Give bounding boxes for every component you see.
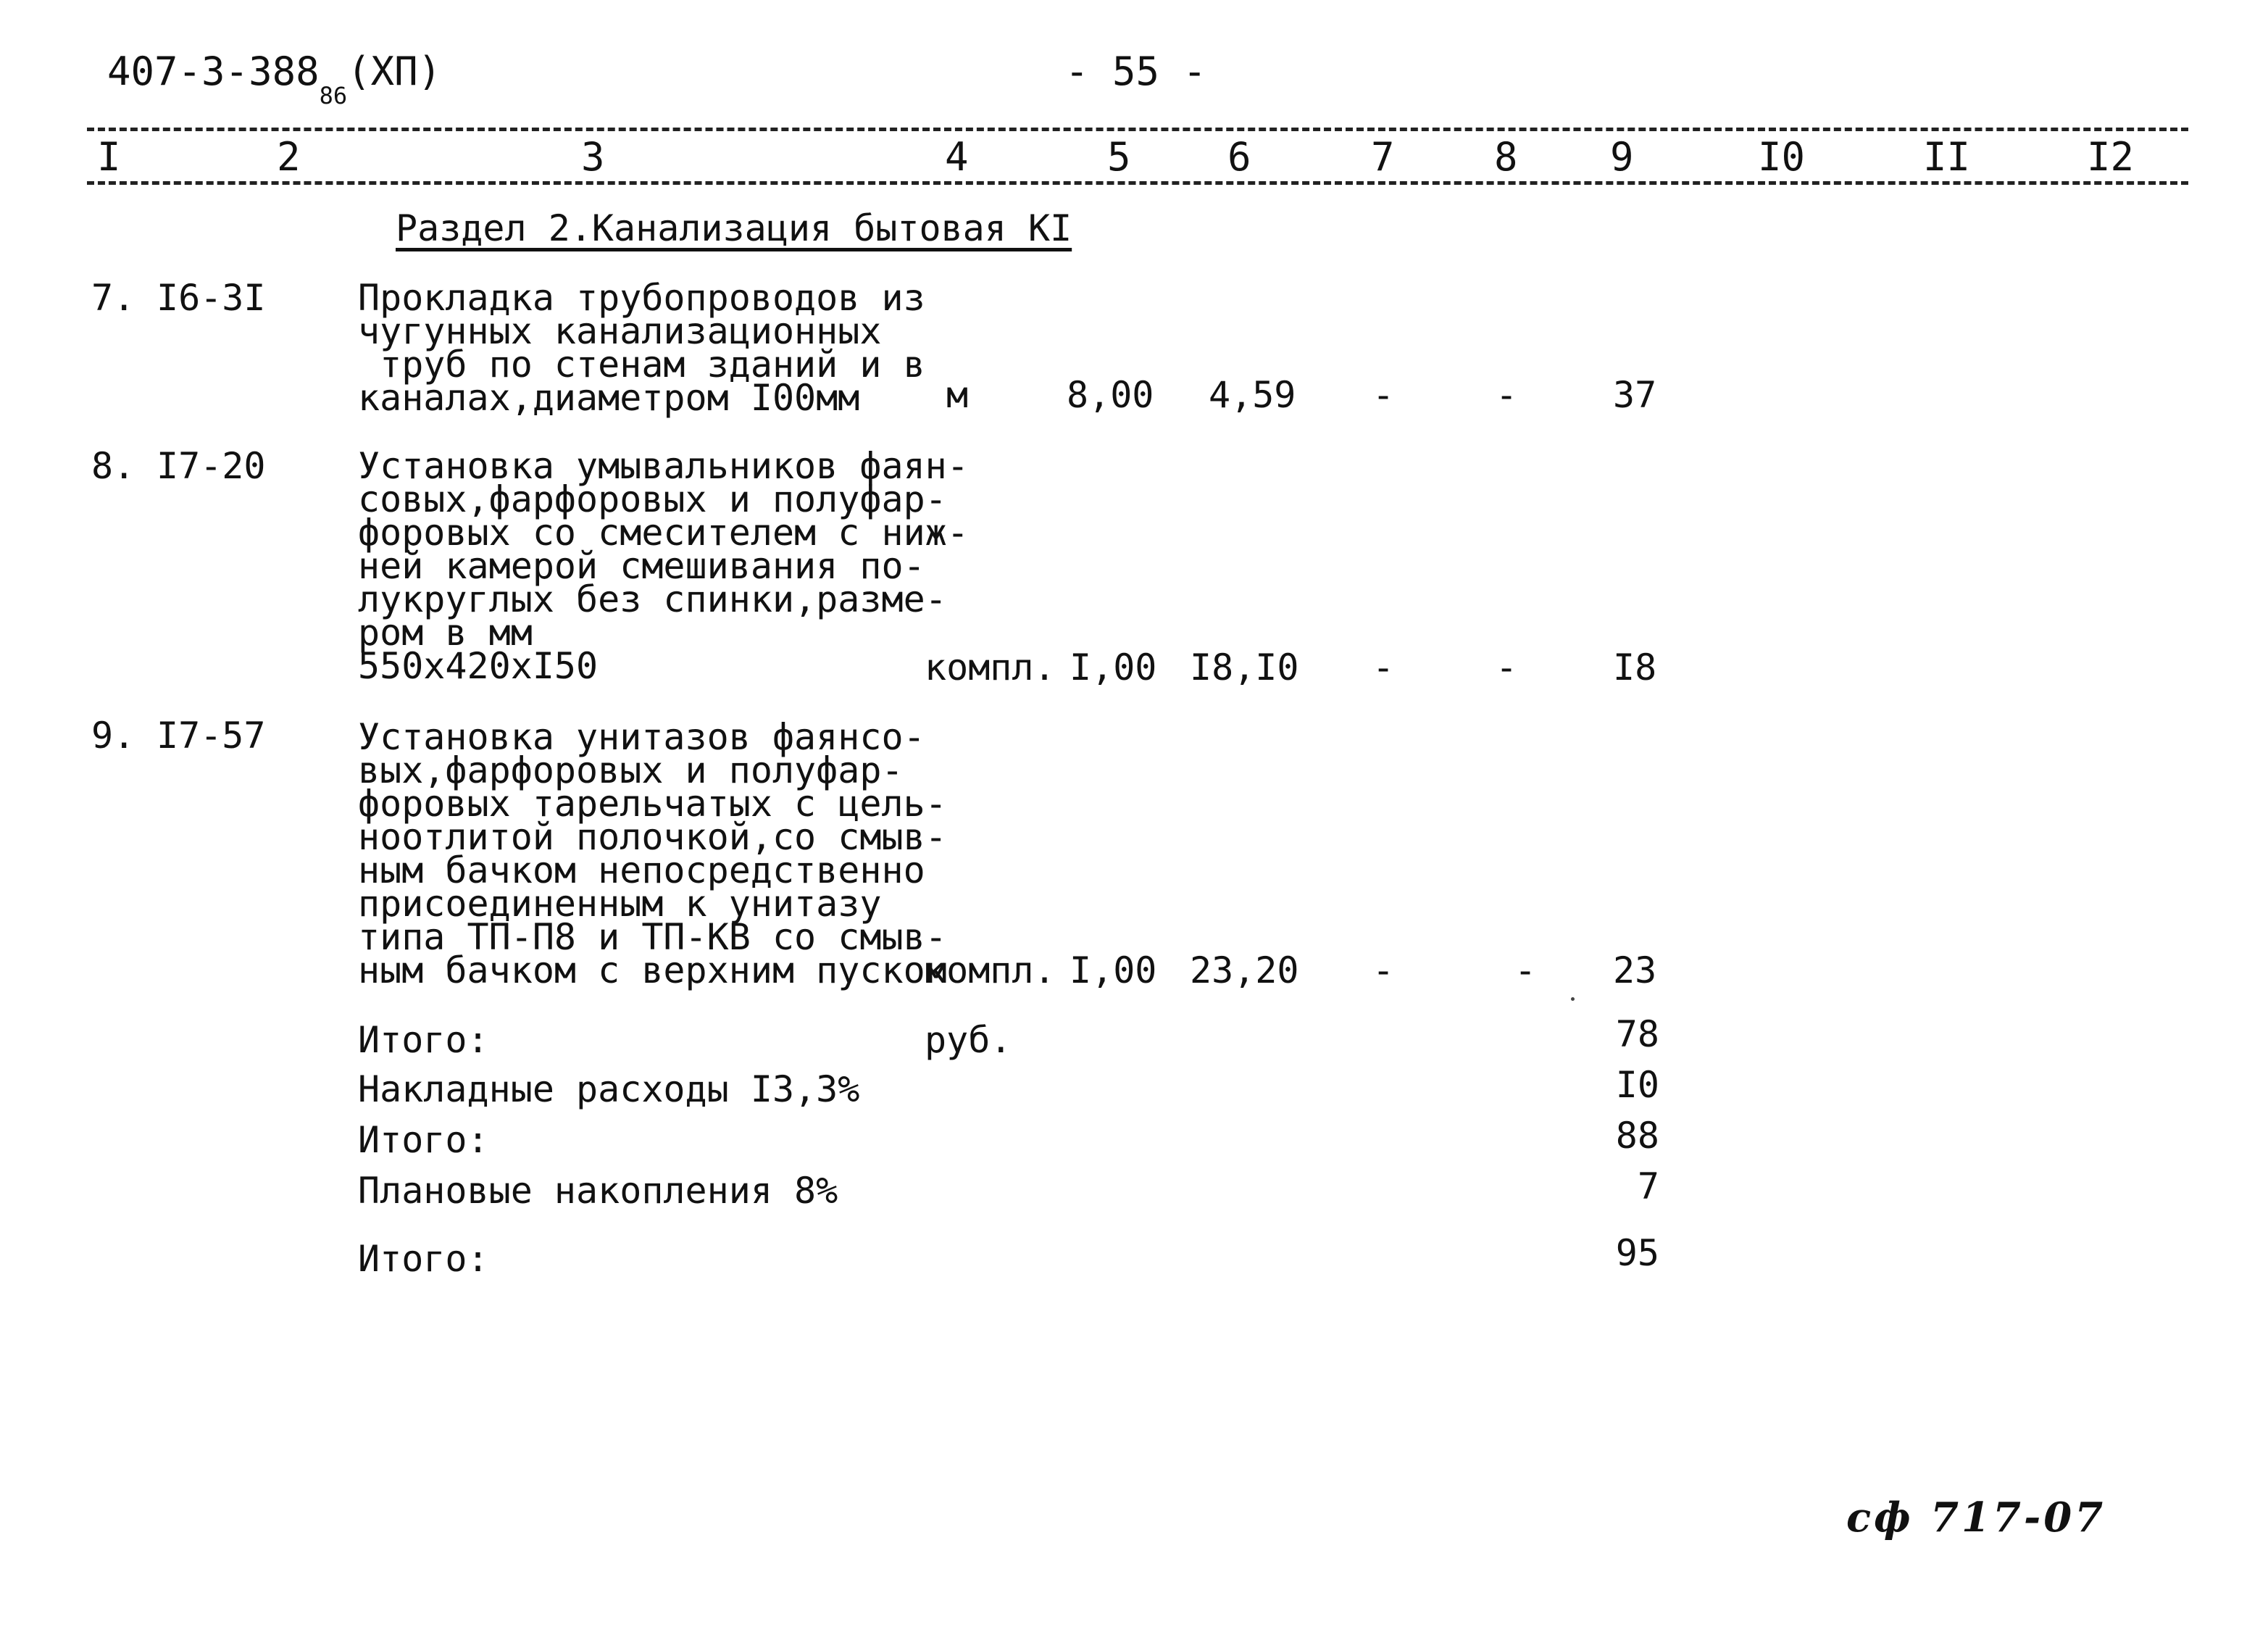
column-header: 7	[1371, 134, 1395, 180]
summary-label: Итого:	[358, 1019, 489, 1061]
row-description: Прокладка трубопроводов из чугунных канализационных труб по стенам зданий и в каналах,диаметром I00мм	[358, 277, 925, 419]
row-col7: -	[1372, 646, 1395, 688]
summary-value: 78	[1615, 1013, 1659, 1055]
row-code: I7-57	[157, 715, 266, 757]
row-number: 8.	[91, 445, 136, 487]
column-header: 5	[1107, 134, 1131, 180]
column-header: 3	[581, 134, 605, 180]
row-quantity: I,00	[1070, 949, 1157, 991]
row-col7: -	[1372, 374, 1395, 416]
summary-label: Плановые накопления 8%	[358, 1170, 838, 1212]
row-number: 7.	[91, 277, 136, 319]
page-number: - 55 -	[1065, 49, 1207, 94]
footer-stamp: сф 717-07	[1846, 1494, 2106, 1541]
row-description: Установка унитазов фаянсо- вых,фарфоровых и полуфар- форовых тарельчатых с цель- ноотлитой полочкой,со смыв- ным бачком непосредственно присоединенным к унитазу типа ТП-П8 и ТП-КВ со смыв- ным бачком с верхним пуском	[358, 716, 947, 991]
row-unit: м	[946, 374, 969, 416]
row-col8: -	[1514, 949, 1537, 991]
column-header: 9	[1610, 134, 1634, 180]
header-rule-bottom	[87, 181, 2188, 185]
column-header: 2	[277, 134, 301, 180]
row-unit: компл.	[925, 646, 1056, 688]
column-header: I0	[1758, 134, 1806, 180]
row-unit: компл.	[925, 949, 1056, 991]
column-header: II	[1923, 134, 1971, 180]
row-total: I8	[1613, 646, 1657, 688]
column-header: 6	[1227, 134, 1251, 180]
column-header: I	[97, 134, 121, 180]
row-total: 23	[1613, 949, 1657, 991]
column-header: 4	[945, 134, 969, 180]
row-total: 37	[1613, 374, 1657, 416]
row-number: 9.	[91, 715, 136, 757]
summary-value: I0	[1615, 1064, 1659, 1106]
column-header: 8	[1494, 134, 1518, 180]
section-title: Раздел 2.Канализация бытовая KI	[396, 207, 1072, 249]
row-description: Установка умывальников фаян- совых,фарфоровых и полуфар- форовых со смесителем с ниж- ней камерой смешивания по- лукруглых без спинки,разме- ром в мм 550x420xI50	[358, 445, 969, 687]
row-quantity: I,00	[1070, 646, 1157, 688]
row-col8: -	[1496, 646, 1518, 688]
summary-label: Итого:	[358, 1119, 489, 1161]
summary-unit: руб.	[925, 1019, 1012, 1061]
summary-value: 7	[1637, 1165, 1659, 1207]
document-code: $407-3-388_{86}(XП)$	[107, 49, 442, 109]
summary-value: 95	[1615, 1232, 1659, 1274]
row-quantity: 8,00	[1067, 374, 1154, 416]
column-header: I2	[2087, 134, 2135, 180]
summary-value: 88	[1615, 1115, 1659, 1157]
row-col8: -	[1496, 374, 1518, 416]
row-col7: -	[1372, 949, 1395, 991]
summary-label: Итого:	[358, 1238, 489, 1280]
row-unit-price: 23,20	[1190, 949, 1299, 991]
stray-mark	[1571, 997, 1575, 1001]
header-rule-top	[87, 128, 2188, 131]
row-code: I7-20	[157, 445, 266, 487]
row-unit-price: I8,I0	[1190, 646, 1299, 688]
row-code: I6-3I	[157, 277, 266, 319]
row-unit-price: 4,59	[1209, 374, 1296, 416]
summary-label: Накладные расходы I3,3%	[358, 1068, 860, 1110]
